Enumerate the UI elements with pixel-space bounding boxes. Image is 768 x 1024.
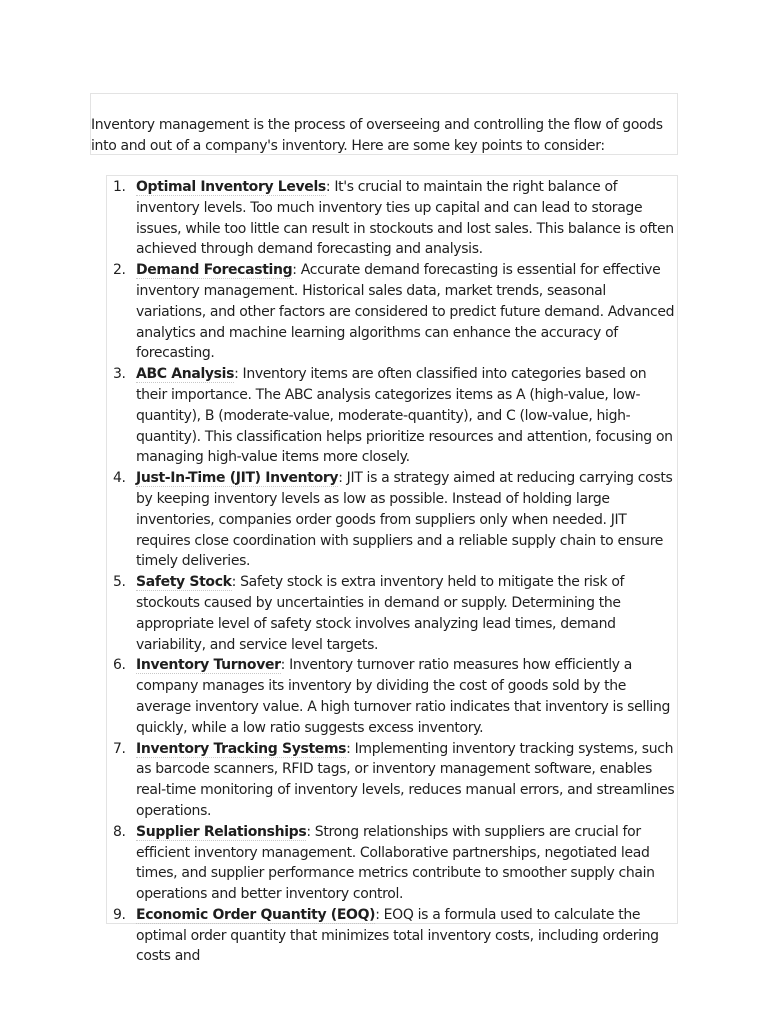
intro-paragraph: Inventory management is the process of overseeing and controlling the flow of goods into and out of a company's inventory. Here are some key points to consider: [91, 117, 663, 154]
list-item [107, 739, 678, 822]
list-item-number: 1. [113, 179, 126, 195]
list-item [107, 905, 678, 967]
list-item-term: Optimal Inventory Levels [136, 179, 326, 195]
list-item-number: 4. [113, 470, 126, 487]
list-item-term: Safety Stock [136, 574, 232, 591]
list-item [107, 177, 678, 260]
list-item-term: ABC Analysis [136, 366, 235, 383]
list-item-term: Supplier Relationships [136, 823, 307, 840]
list-item-term: Demand Forecasting [136, 262, 293, 279]
list-item-text: : Inventory turnover ratio measures how efficiently a company manages its inventory by dividing the cost of goods sold by the average inventory value. A high turnover ratio indicates that inventory is selling quickly, while a low ratio suggests excess inventory. [136, 657, 671, 736]
list-item [107, 364, 678, 468]
list-item-number: 2. [113, 262, 126, 279]
list-item-text: : It's crucial to maintain the right balance of inventory levels. Too much inventory ties up capital and can lead to storage issues, while too little can result in stockouts and lost sales. This balance is often achieved through demand forecasting and analysis. [136, 179, 674, 258]
list-item-text: : JIT is a strategy aimed at reducing carrying costs by keeping inventory levels as low as possible. Instead of holding large inventories, companies order goods from suppliers only when needed. JIT requires close coordination with suppliers and a reliable supply chain to ensure timely deliveries. [136, 470, 673, 570]
list-item-text: : Strong relationships with suppliers are crucial for efficient inventory management. Collaborative partnerships, negotiated lead times, and supplier performance metrics contribute to smoother supply chain operations and better inventory control. [136, 823, 655, 903]
key-points-block [106, 175, 678, 965]
key-points-list [107, 177, 679, 967]
list-item-term: Inventory Tracking Systems [136, 740, 347, 757]
list-item-number: 5. [113, 574, 126, 591]
list-item-text: : Accurate demand forecasting is essential for effective inventory management. Historical sales data, market trends, seasonal variations, and other factors are considered to predict future demand. Advanced analytics and machine learning algorithms can enhance the accuracy of forecasting. [136, 262, 675, 362]
list-item-term: Economic Order Quantity (EOQ) [136, 906, 376, 923]
intro-block [90, 93, 678, 155]
list-item [107, 468, 678, 572]
list-item-text: : Implementing inventory tracking systems, such as barcode scanners, RFID tags, or inventory management software, enables real-time monitoring of inventory levels, reduces manual errors, and streamlines operations. [136, 740, 675, 819]
list-item-number: 6. [113, 657, 126, 674]
list-item-text: : EOQ is a formula used to calculate the optimal order quantity that minimizes total inventory costs, including ordering costs and [136, 906, 659, 965]
list-item [107, 655, 678, 738]
list-item-number: 8. [113, 823, 126, 840]
list-item-number: 3. [113, 366, 126, 383]
list-item-number: 9. [113, 906, 126, 923]
list-item-number: 7. [113, 740, 126, 757]
list-item-term: Inventory Turnover [136, 657, 281, 674]
list-item-term: Just-In-Time (JIT) Inventory [136, 470, 339, 487]
list-item-text: : Inventory items are often classified into categories based on their importance. The ABC analysis categorizes items as A (high-value, low-quantity), B (moderate-value, moderate-quantity), and C (low-value, high-quantity). This classification helps prioritize resources and attention, focusing on managing high-value items more closely. [136, 366, 673, 466]
list-item [107, 822, 678, 905]
list-item [107, 260, 678, 364]
list-item-text: : Safety stock is extra inventory held to mitigate the risk of stockouts caused by uncertainties in demand or supply. Determining the appropriate level of safety stock involves analyzing lead times, demand variability, and service level targets. [136, 574, 625, 653]
list-item [107, 572, 678, 655]
